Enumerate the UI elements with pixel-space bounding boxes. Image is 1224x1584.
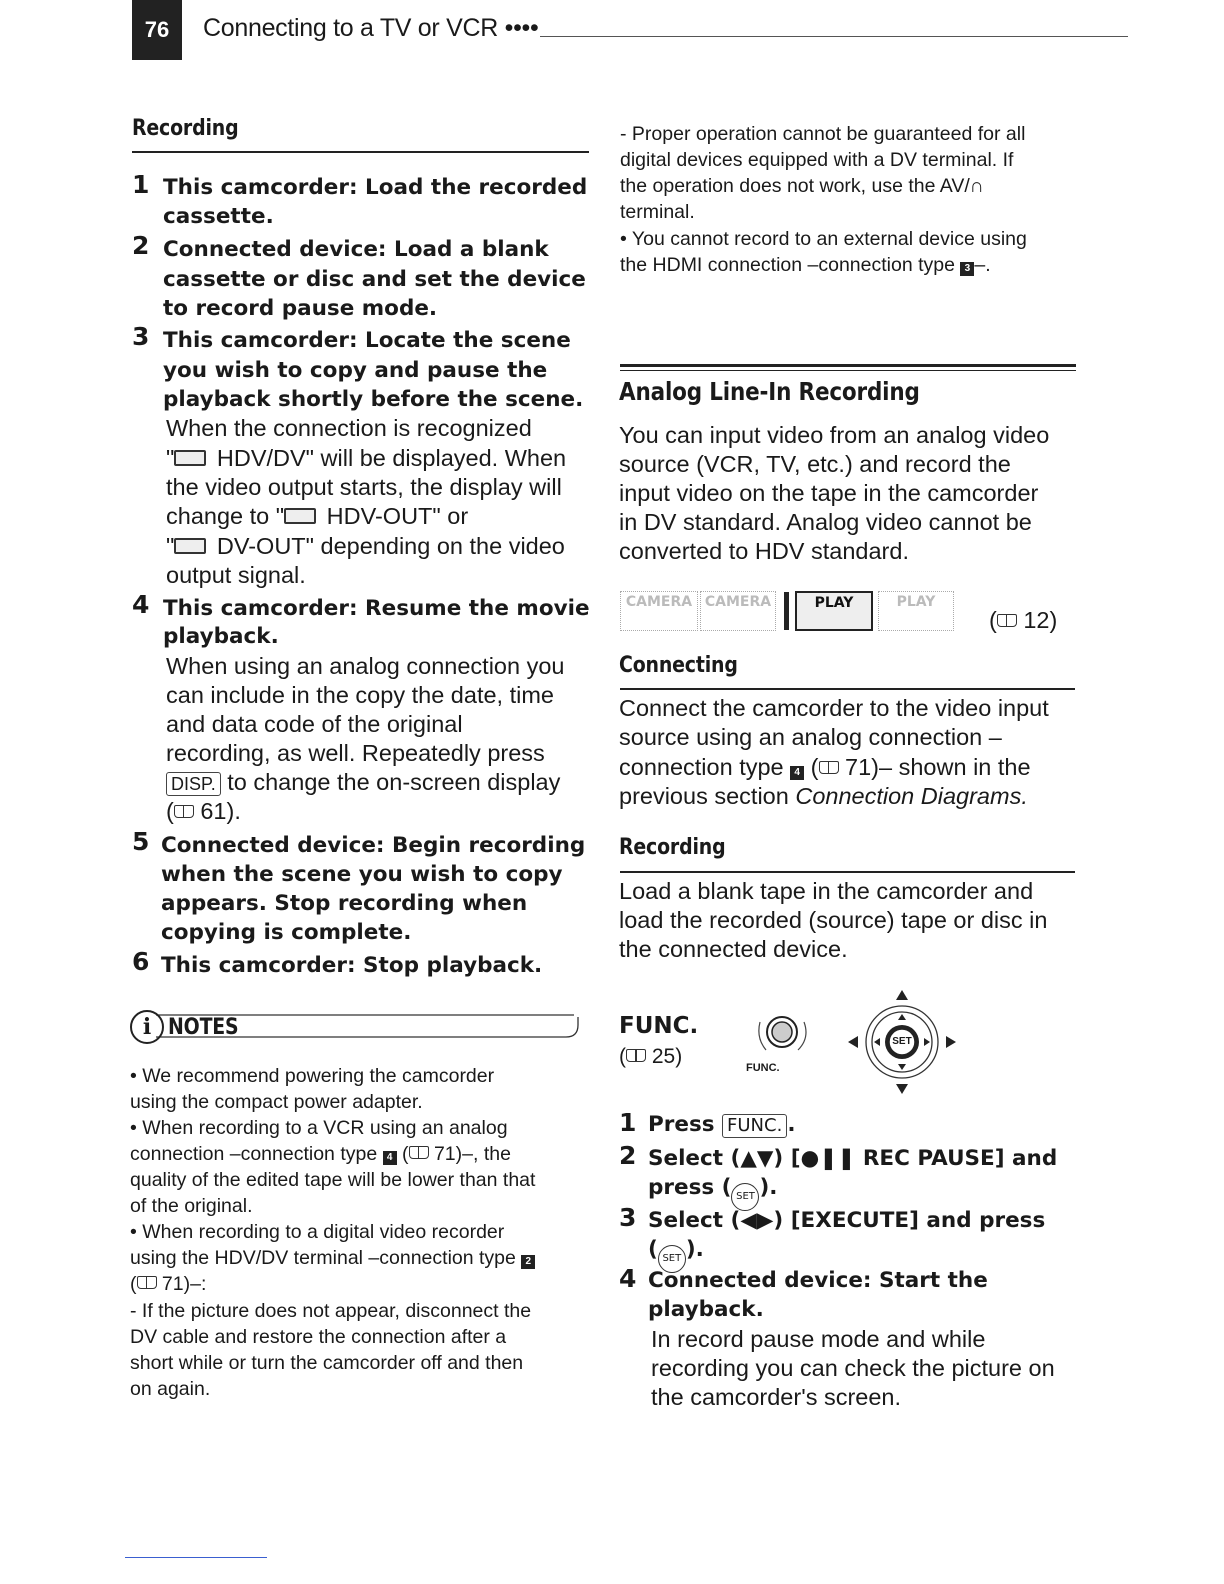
step-text: Connected device: Start the [648,1268,988,1293]
note-text: • We recommend powering the camcorder [130,1065,495,1087]
connection-type-icon: 3 [960,262,974,276]
note-text: digital devices equipped with a DV terminal. If [620,149,1014,171]
mode-separator [784,592,789,630]
step-body: and data code of the original [166,711,463,737]
note-text: quality of the edited tape will be lower than that [130,1169,536,1191]
note-text: • You cannot record to an external device using [620,228,1027,250]
step-body: In record pause mode and while [651,1326,986,1352]
step-number: 5 [132,827,150,856]
step-body: the video output starts, the display will [166,474,562,500]
step-number: 1 [132,170,150,199]
disp-button: DISP. [166,772,221,796]
connection-type-icon: 4 [790,766,804,780]
mode-play-tape-icon: PLAY [795,591,873,631]
page-reference: ( 25) [619,1045,683,1068]
set-button-label: SET [892,1036,912,1047]
step-body: " HDV/DV" will be displayed. When [166,445,567,471]
step-text: cassette or disc and set the device [163,267,586,292]
step-text: This camcorder: Locate the scene [163,328,571,353]
page-number: 76 [144,17,170,42]
book-icon [137,1276,157,1289]
tape-icon [174,450,206,466]
page-header-title: Connecting to a TV or VCR •••• [203,14,539,42]
note-text: the HDMI connection –connection type 3 –. [620,254,991,276]
step-text: This camcorder: Stop playback. [161,953,543,978]
step-text: when the scene you wish to copy [161,862,563,887]
step-number: 2 [132,231,150,260]
footer-mark [125,1557,267,1558]
step-number: 1 [619,1108,637,1137]
connecting-heading: Connecting [619,653,738,678]
step-text: This camcorder: Resume the movie [163,596,590,621]
book-icon [174,805,194,818]
step-body: DISP. to change the on-screen display [166,768,560,798]
step-body: recording you can check the picture on [651,1355,1055,1381]
analog-section-heading: Analog Line-In Recording [619,377,920,406]
heading-rule [620,688,1075,690]
page-number-badge [132,0,182,60]
step-body: output signal. [166,562,306,588]
step-text: to record pause mode. [163,296,438,321]
step-text: playback. [163,624,279,649]
paragraph-line: Connect the camcorder to the video input [619,695,1049,721]
note-text: using the compact power adapter. [130,1091,423,1113]
step-body: When the connection is recognized [166,415,532,441]
step-text: appears. Stop recording when [161,891,528,916]
paragraph-line: load the recorded (source) tape or disc in [619,907,1048,933]
note-text: • When recording to a VCR using an analog [130,1117,508,1139]
step-text: Connected device: Load a blank [163,237,549,262]
note-text: • When recording to a digital video recorder [130,1221,505,1243]
paragraph-line: connection type 4 ( 71)– shown in the [619,754,1031,780]
step-body: can include in the copy the date, time [166,682,554,708]
step-text: cassette. [163,204,274,229]
step-text: Connected device: Begin recording [161,833,586,858]
step-text: playback. [648,1297,764,1322]
step-body: When using an analog connection you [166,653,565,679]
tape-icon [284,508,316,524]
headphones-icon: ∩ [969,175,984,197]
book-icon [409,1146,429,1159]
section-rule [620,370,1076,371]
func-button-caption: FUNC. [746,1062,780,1074]
step-number: 4 [619,1264,637,1293]
set-button-icon: SET [731,1183,759,1211]
step-number: 6 [132,947,150,976]
tape-icon [174,538,206,554]
step-text: playback shortly before the scene. [163,387,584,412]
mode-camera-tape-icon: CAMERA [620,591,698,631]
paragraph-line: previous section Connection Diagrams. [619,783,1028,809]
note-text: ( 71)–: [130,1273,207,1295]
paragraph-line: source using an analog connection – [619,724,1002,750]
note-text: connection –connection type 4 ( 71)–, the [130,1143,511,1165]
func-label: FUNC. [619,1013,699,1039]
step-body: ( 61). [166,798,241,824]
step-number: 4 [132,590,150,619]
info-icon: i [130,1010,164,1044]
func-button-icon [752,1010,814,1060]
note-text: using the HDV/DV terminal –connection type 2 [130,1245,535,1271]
step-text: copying is complete. [161,920,412,945]
paragraph-line: You can input video from an analog video [619,422,1050,448]
step-body: recording, as well. Repeatedly press [166,740,545,766]
page-reference: ( 12) [989,607,1058,633]
heading-rule [620,871,1075,873]
note-text: on again. [130,1378,211,1400]
book-icon [626,1049,646,1062]
notes-label: NOTES [168,1015,239,1040]
paragraph-line: in DV standard. Analog video cannot be [619,509,1032,535]
recording-heading: Recording [132,116,239,141]
step-number: 3 [619,1203,637,1232]
step-body: change to " HDV-OUT" or [166,503,469,529]
step-text: Select (◀▶) [EXECUTE] and press [648,1208,1046,1233]
heading-rule [132,151,589,153]
set-button-icon: SET [658,1245,686,1273]
step-text: you wish to copy and pause the [163,358,548,383]
note-text: short while or turn the camcorder off and then [130,1352,524,1374]
note-text: - Proper operation cannot be guaranteed for all [620,123,1026,145]
note-text: of the original. [130,1195,253,1217]
paragraph-line: the connected device. [619,936,848,962]
step-text: press ( SET ). [648,1173,777,1211]
step-body: the camcorder's screen. [651,1384,902,1410]
section-link: Connection Diagrams. [795,783,1028,809]
note-text: the operation does not work, use the AV/∩ [620,175,984,197]
header-rule [540,36,1128,37]
section-rule [620,364,1076,367]
step-text: Select (▲▼) [●❚❚ REC PAUSE] and [648,1146,1058,1171]
book-icon [997,614,1017,627]
note-text: - If the picture does not appear, disconnect the [130,1300,532,1322]
note-text: DV cable and restore the connection after a [130,1326,507,1348]
mode-camera-card-icon: CAMERA [700,591,776,631]
paragraph-line: converted to HDV standard. [619,538,909,564]
step-text: ( SET ). [648,1235,704,1273]
paragraph-line: source (VCR, TV, etc.) and record the [619,451,1011,477]
paragraph-line: Load a blank tape in the camcorder and [619,878,1034,904]
step-text: Press FUNC. . [648,1112,796,1137]
func-key: FUNC. [722,1114,787,1138]
step-body: " DV-OUT" depending on the video [166,533,565,559]
step-text: This camcorder: Load the recorded [163,175,588,200]
note-text: terminal. [620,201,695,223]
recording-subheading: Recording [619,835,726,860]
book-icon [819,761,839,774]
step-number: 2 [619,1141,637,1170]
connection-type-icon: 4 [383,1151,397,1165]
connection-type-icon: 2 [521,1255,535,1269]
step-number: 3 [132,322,150,351]
paragraph-line: input video on the tape in the camcorder [619,480,1039,506]
mode-play-card-icon: PLAY [878,591,954,631]
